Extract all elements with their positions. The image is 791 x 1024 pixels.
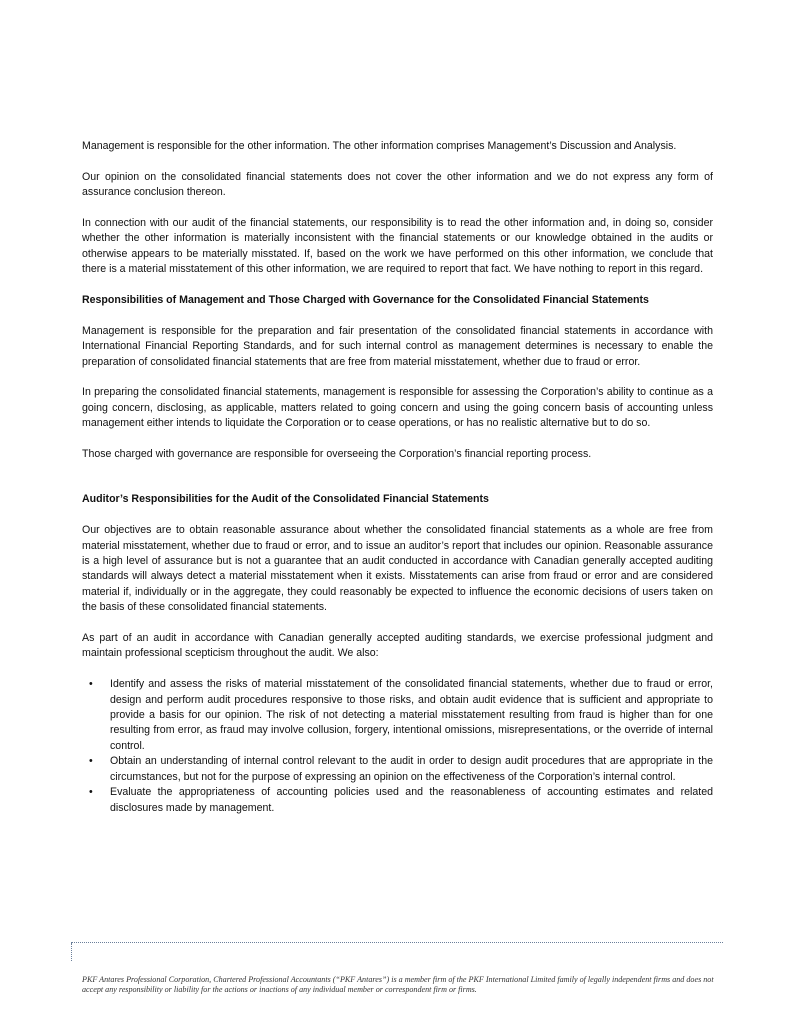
paragraph-governance-oversight: Those charged with governance are responsible for overseeing the Corporation’s financial reporting process. [82,448,592,461]
bullet-icon: • [89,678,93,691]
list-item-text: Identify and assess the risks of material misstatement of the consolidated financial statements, whether due to fraud or error, design and perform audit procedures responsive to those risks, and obtain audit evidence that is sufficient and appropriate to provide a basis for our opinion. The risk of not detecting a material misstatement resulting from fraud is higher than for one resulting from error, as fraud may involve collusion, forgery, intentional omissions, misrepresentations, or the override of internal control. [110,678,713,752]
footer-divider-side [71,943,72,961]
list-item [82,754,713,785]
list-item-text: Evaluate the appropriateness of accounting policies used and the reasonableness of accounting estimates and related disclosures made by management. [110,786,713,814]
list-item [82,677,713,754]
report-body [82,139,713,816]
heading-auditor-responsibilities: Auditor’s Responsibilities for the Audit of the Consolidated Financial Statements [82,493,489,506]
heading-management-responsibilities: Responsibilities of Management and Those Charged with Governance for the Consolidated Financial Statements [82,294,649,307]
paragraph-audit-responsibility: In connection with our audit of the financial statements, our responsibility is to read the other information and, in doing so, consider whether the other information is materially inconsistent with the financial statements or our knowledge obtained in the audits or otherwise appears to be materially misstated. If, based on the work we have performed on this other information, we conclude that there is a material misstatement of this other information, we are required to report that fact. We have nothing to report in this regard. [82,217,713,276]
bullet-icon: • [89,755,93,768]
paragraph-going-concern: In preparing the consolidated financial statements, management is responsible for assessing the Corporation’s ability to continue as a going concern, disclosing, as applicable, matters related to going concern and using the going concern basis of accounting unless management either intends to liquidate the Corporation or to cease operations, or has no realistic alternative but to do so. [82,386,713,430]
paragraph-audit-judgment: As part of an audit in accordance with Canadian generally accepted auditing standards, we exercise professional judgment and maintain professional scepticism throughout the audit. We also: [82,632,713,660]
footer-divider [71,942,723,943]
paragraph-management-preparation: Management is responsible for the preparation and fair presentation of the consolidated financial statements in accordance with International Financial Reporting Standards, and for such internal control as management determines is necessary to enable the preparation of consolidated financial statements that are free from material misstatement, whether due to fraud or error. [82,324,713,368]
list-item [82,785,713,816]
paragraph-other-information: Management is responsible for the other information. The other information comprises Management’s Discussion and Analysis. [82,140,677,152]
footer-disclaimer: PKF Antares Professional Corporation, Chartered Professional Accountants (“PKF Antares”) is a member firm of the PKF International Limited family of legally independent firms and does not accept any responsibility or liability for the actions or inactions of any individual member or correspondent firm or firms. [82,975,714,995]
bullet-icon: • [89,786,93,799]
paragraph-opinion-scope: Our opinion on the consolidated financial statements does not cover the other information and we do not express any form of assurance conclusion thereon. [82,170,713,199]
audit-procedures-list [82,677,713,816]
paragraph-audit-objectives: Our objectives are to obtain reasonable assurance about whether the consolidated financial statements as a whole are free from material misstatement, whether due to fraud or error, and to issue an auditor’s report that includes our opinion. Reasonable assurance is a high level of assurance but is not a guarantee that an audit conducted in accordance with Canadian generally accepted auditing standards will always detect a material misstatement when it exists. Misstatements can arise from fraud or error and are considered material if, individually or in the aggregate, they could reasonably be expected to influence the economic decisions of users taken on the basis of these consolidated financial statements. [82,524,713,614]
list-item-text: Obtain an understanding of internal control relevant to the audit in order to design audit procedures that are appropriate in the circumstances, but not for the purpose of expressing an opinion on the effectiveness of the Corporation’s internal control. [110,755,713,783]
